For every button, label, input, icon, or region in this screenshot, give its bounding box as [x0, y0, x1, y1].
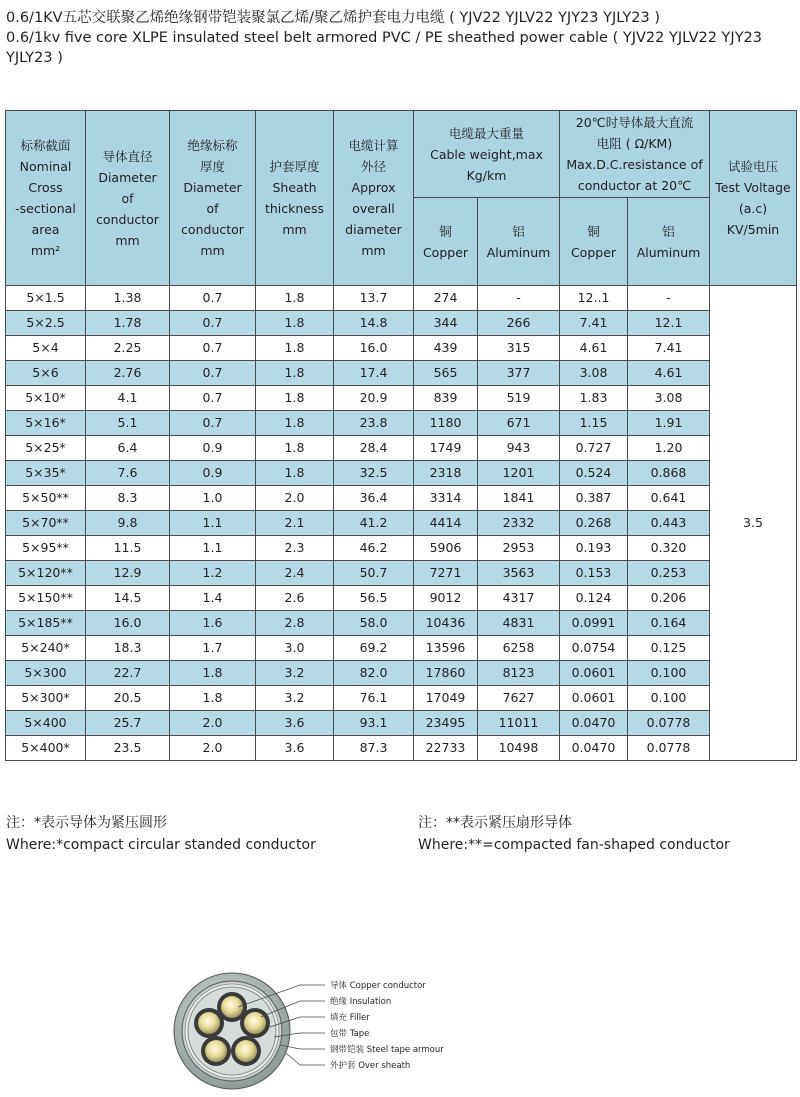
cell-insulation: 1.7	[170, 636, 256, 661]
cell-weight-cu: 7271	[414, 561, 478, 586]
cell-res-cu: 0.0754	[560, 636, 628, 661]
cell-area: 5×10*	[6, 386, 86, 411]
header-sheath-line: thickness	[264, 201, 325, 216]
cell-sheath: 3.6	[256, 736, 334, 761]
cell-weight-al: 519	[478, 386, 560, 411]
header-overall-diameter	[334, 111, 414, 286]
cable-cross-section-diagram	[170, 965, 460, 1090]
cell-sheath: 1.8	[256, 361, 334, 386]
header-insulation-thickness	[170, 111, 256, 286]
cell-weight-al: 377	[478, 361, 560, 386]
cell-res-al: 0.100	[628, 661, 710, 686]
cell-insulation: 1.4	[170, 586, 256, 611]
header-overall-line: 电缆计算	[348, 138, 399, 153]
cell-diameter: 4.1	[86, 386, 170, 411]
cell-overall: 58.0	[334, 611, 414, 636]
cell-weight-al: 315	[478, 336, 560, 361]
cell-overall: 87.3	[334, 736, 414, 761]
cell-res-al: 7.41	[628, 336, 710, 361]
cell-sheath: 1.8	[256, 286, 334, 311]
cell-sheath: 1.8	[256, 436, 334, 461]
cell-insulation: 0.7	[170, 411, 256, 436]
diagram-label-insulation: 绝缘 Insulation	[330, 997, 392, 1007]
cell-sheath: 2.8	[256, 611, 334, 636]
cell-insulation: 2.0	[170, 711, 256, 736]
cell-insulation: 1.0	[170, 486, 256, 511]
cell-weight-al: 11011	[478, 711, 560, 736]
cell-area: 5×1.5	[6, 286, 86, 311]
cell-res-cu: 0.0470	[560, 736, 628, 761]
cell-res-cu: 7.41	[560, 311, 628, 336]
table-row	[6, 586, 797, 611]
cell-diameter: 20.5	[86, 686, 170, 711]
table-row	[6, 561, 797, 586]
cell-res-al: 3.08	[628, 386, 710, 411]
cell-area: 5×185**	[6, 611, 86, 636]
header-voltage-line: (a.c)	[738, 201, 768, 216]
header-insulation-line: 厚度	[199, 159, 225, 174]
cell-insulation: 0.7	[170, 386, 256, 411]
cell-diameter: 1.78	[86, 311, 170, 336]
header-nominal-line: Nominal	[19, 159, 72, 174]
cell-sheath: 3.2	[256, 661, 334, 686]
table-row	[6, 361, 797, 386]
cell-diameter: 18.3	[86, 636, 170, 661]
header-diameter-line: mm	[115, 232, 140, 248]
cell-overall: 36.4	[334, 486, 414, 511]
cell-res-al: 0.0778	[628, 711, 710, 736]
cell-res-al: 0.253	[628, 561, 710, 586]
cell-weight-cu: 274	[414, 286, 478, 311]
cell-diameter: 5.1	[86, 411, 170, 436]
cell-weight-cu: 10436	[414, 611, 478, 636]
cell-area: 5×400*	[6, 736, 86, 761]
header-copper-line: Copper	[570, 244, 617, 260]
diagram-label-conductor: 导体 Copper conductor	[330, 981, 426, 991]
cell-diameter: 9.8	[86, 511, 170, 536]
header-sheath-line: 护套厚度	[269, 159, 320, 174]
cell-area: 5×120**	[6, 561, 86, 586]
cell-weight-cu: 5906	[414, 536, 478, 561]
cell-weight-cu: 344	[414, 311, 478, 336]
cell-overall: 14.8	[334, 311, 414, 336]
table-row	[6, 411, 797, 436]
header-weight-line: Kg/km	[466, 167, 507, 183]
cell-weight-al: 671	[478, 411, 560, 436]
header-nominal-line: 标称截面	[20, 138, 71, 153]
header-aluminum-line: 铝	[512, 223, 525, 239]
cell-diameter: 8.3	[86, 486, 170, 511]
cell-sheath: 3.0	[256, 636, 334, 661]
cell-res-al: 0.164	[628, 611, 710, 636]
header-insulation-line: mm	[200, 243, 225, 258]
cell-overall: 76.1	[334, 686, 414, 711]
cell-area: 5×95**	[6, 536, 86, 561]
cell-res-cu: 0.387	[560, 486, 628, 511]
cell-res-cu: 0.0601	[560, 686, 628, 711]
header-voltage-line: 试验电压	[727, 159, 778, 174]
table-row	[6, 636, 797, 661]
cell-overall: 13.7	[334, 286, 414, 311]
cell-res-cu: 0.0601	[560, 661, 628, 686]
table-row	[6, 736, 797, 761]
cell-res-al: 0.206	[628, 586, 710, 611]
cell-insulation: 0.7	[170, 336, 256, 361]
title-en: 0.6/1kv five core XLPE insulated steel belt armored PVC / PE sheathed power cable ( YJV22 YJLV22 YJY23 YJLY23 )	[6, 30, 763, 66]
header-weight-copper	[414, 198, 478, 286]
cell-weight-cu: 1749	[414, 436, 478, 461]
cell-res-cu: 0.0991	[560, 611, 628, 636]
table-row	[6, 461, 797, 486]
cell-res-cu: 12..1	[560, 286, 628, 311]
cell-insulation: 0.9	[170, 461, 256, 486]
header-nominal-area	[6, 111, 86, 286]
header-overall-line: mm	[361, 243, 386, 258]
cell-insulation: 2.0	[170, 736, 256, 761]
header-nominal-line: -sectional	[15, 201, 76, 216]
cell-res-al: 0.125	[628, 636, 710, 661]
header-aluminum-line: Aluminum	[486, 244, 551, 260]
cell-res-al: 1.91	[628, 411, 710, 436]
cell-sheath: 2.4	[256, 561, 334, 586]
cell-res-al: 0.100	[628, 686, 710, 711]
cell-weight-cu: 4414	[414, 511, 478, 536]
cell-weight-cu: 23495	[414, 711, 478, 736]
cell-sheath: 2.3	[256, 536, 334, 561]
header-nominal-line: area	[31, 222, 60, 237]
cell-weight-al: 8123	[478, 661, 560, 686]
cell-insulation: 1.2	[170, 561, 256, 586]
cell-sheath: 1.8	[256, 386, 334, 411]
cell-sheath: 2.6	[256, 586, 334, 611]
cell-res-cu: 0.727	[560, 436, 628, 461]
cell-area: 5×300*	[6, 686, 86, 711]
header-overall-line: 外径	[360, 159, 386, 174]
cell-weight-cu: 3314	[414, 486, 478, 511]
cell-weight-al: -	[478, 286, 560, 311]
cell-diameter: 16.0	[86, 611, 170, 636]
header-aluminum-line: Aluminum	[636, 244, 701, 260]
cell-res-cu: 0.0470	[560, 711, 628, 736]
cell-overall: 93.1	[334, 711, 414, 736]
diagram-label-filler: 填充 Filler	[330, 1013, 370, 1023]
header-sheath-thickness	[256, 111, 334, 286]
cell-weight-al: 4831	[478, 611, 560, 636]
header-overall-line: diameter	[345, 222, 402, 237]
cell-res-al: -	[628, 286, 710, 311]
cell-diameter: 25.7	[86, 711, 170, 736]
spec-table	[5, 110, 797, 761]
table-row	[6, 686, 797, 711]
cell-weight-al: 2953	[478, 536, 560, 561]
cell-diameter: 22.7	[86, 661, 170, 686]
cell-res-cu: 0.153	[560, 561, 628, 586]
cell-overall: 41.2	[334, 511, 414, 536]
cell-overall: 56.5	[334, 586, 414, 611]
cell-res-cu: 0.524	[560, 461, 628, 486]
cell-res-cu: 0.193	[560, 536, 628, 561]
cell-area: 5×400	[6, 711, 86, 736]
header-diameter-line: Diameter	[98, 169, 157, 185]
header-conductor-diameter	[86, 111, 170, 286]
table-row	[6, 486, 797, 511]
header-copper-line: 铜	[439, 223, 452, 239]
header-weight-aluminum	[478, 198, 560, 286]
header-voltage-line: KV/5min	[726, 222, 780, 237]
header-diameter-line: of	[121, 190, 134, 206]
cell-overall: 28.4	[334, 436, 414, 461]
header-insulation-line: Diameter	[183, 180, 242, 195]
header-weight-line: 电缆最大重量	[448, 125, 524, 141]
cell-sheath: 1.8	[256, 336, 334, 361]
cell-area: 5×150**	[6, 586, 86, 611]
page-title	[6, 8, 796, 68]
cell-res-al: 4.61	[628, 361, 710, 386]
cell-weight-cu: 439	[414, 336, 478, 361]
cell-diameter: 11.5	[86, 536, 170, 561]
cell-insulation: 1.1	[170, 536, 256, 561]
header-resistance-line: conductor at 20℃	[577, 178, 692, 193]
cell-res-al: 0.868	[628, 461, 710, 486]
cell-weight-al: 10498	[478, 736, 560, 761]
note-left-en: Where:*compact circular standed conductor	[6, 837, 316, 853]
cell-res-cu: 1.83	[560, 386, 628, 411]
diagram-label-sheath: 外护套 Over sheath	[330, 1061, 411, 1071]
cell-area: 5×300	[6, 661, 86, 686]
header-resistance-aluminum	[628, 198, 710, 286]
table-row	[6, 711, 797, 736]
note-left-cn: 注：*表示导体为紧压圆形	[6, 815, 167, 831]
cell-weight-al: 1841	[478, 486, 560, 511]
cell-area: 5×2.5	[6, 311, 86, 336]
cell-diameter: 6.4	[86, 436, 170, 461]
cell-area: 5×240*	[6, 636, 86, 661]
note-fan-shaped	[418, 812, 730, 856]
cell-area: 5×70**	[6, 511, 86, 536]
header-insulation-line: conductor	[181, 222, 244, 237]
header-voltage-line: Test Voltage	[715, 180, 791, 195]
table-row	[6, 311, 797, 336]
cell-weight-cu: 22733	[414, 736, 478, 761]
cell-res-cu: 1.15	[560, 411, 628, 436]
cell-weight-al: 943	[478, 436, 560, 461]
header-weight-line: Cable weight,max	[430, 146, 543, 162]
cell-diameter: 1.38	[86, 286, 170, 311]
cell-overall: 69.2	[334, 636, 414, 661]
cell-weight-al: 6258	[478, 636, 560, 661]
cell-insulation: 1.8	[170, 661, 256, 686]
cell-weight-al: 1201	[478, 461, 560, 486]
cell-weight-cu: 839	[414, 386, 478, 411]
cell-sheath: 1.8	[256, 461, 334, 486]
cell-diameter: 7.6	[86, 461, 170, 486]
cell-sheath: 2.1	[256, 511, 334, 536]
cell-weight-al: 2332	[478, 511, 560, 536]
header-nominal-line: mm²	[30, 243, 61, 258]
cell-diameter: 2.76	[86, 361, 170, 386]
cell-weight-al: 3563	[478, 561, 560, 586]
cell-overall: 50.7	[334, 561, 414, 586]
cell-sheath: 3.6	[256, 711, 334, 736]
cell-insulation: 1.1	[170, 511, 256, 536]
note-compact-circular	[6, 812, 316, 856]
header-copper-line: Copper	[422, 244, 469, 260]
table-row	[6, 511, 797, 536]
diagram-label-armour: 钢带铠装 Steel tape armour	[330, 1045, 444, 1055]
table-row	[6, 611, 797, 636]
header-overall-line: Approx	[351, 180, 396, 195]
cell-weight-cu: 17860	[414, 661, 478, 686]
cell-weight-al: 266	[478, 311, 560, 336]
header-insulation-line: 绝缘标称	[187, 138, 238, 153]
cell-area: 5×16*	[6, 411, 86, 436]
header-test-voltage	[710, 111, 797, 286]
header-resistance-line: 电阻 ( Ω/KM)	[596, 136, 673, 151]
cell-insulation: 1.6	[170, 611, 256, 636]
cell-diameter: 2.25	[86, 336, 170, 361]
diagram-label-tape: 包带 Tape	[330, 1029, 370, 1039]
table-row	[6, 661, 797, 686]
cell-overall: 32.5	[334, 461, 414, 486]
cell-res-al: 12.1	[628, 311, 710, 336]
cell-insulation: 1.8	[170, 686, 256, 711]
header-diameter-line: conductor	[96, 211, 159, 227]
cell-res-cu: 4.61	[560, 336, 628, 361]
cell-area: 5×50**	[6, 486, 86, 511]
cell-overall: 23.8	[334, 411, 414, 436]
cable-body	[174, 973, 290, 1089]
table-row	[6, 536, 797, 561]
note-right-en: Where:**=compacted fan-shaped conductor	[418, 837, 730, 853]
table-row	[6, 336, 797, 361]
cell-res-cu: 3.08	[560, 361, 628, 386]
cell-diameter: 14.5	[86, 586, 170, 611]
cell-area: 5×6	[6, 361, 86, 386]
cell-res-al: 1.20	[628, 436, 710, 461]
cell-overall: 46.2	[334, 536, 414, 561]
cell-res-al: 0.0778	[628, 736, 710, 761]
cell-weight-cu: 1180	[414, 411, 478, 436]
header-sheath-line: mm	[282, 222, 307, 237]
cell-weight-al: 7627	[478, 686, 560, 711]
cell-res-cu: 0.268	[560, 511, 628, 536]
cell-overall: 17.4	[334, 361, 414, 386]
note-right-cn: 注：**表示紧压扇形导体	[418, 815, 572, 831]
cell-sheath: 1.8	[256, 311, 334, 336]
cell-weight-al: 4317	[478, 586, 560, 611]
header-dc-resistance	[560, 111, 710, 198]
cell-res-al: 0.641	[628, 486, 710, 511]
cell-test-voltage: 3.5	[710, 286, 797, 761]
cell-insulation: 0.7	[170, 286, 256, 311]
table-body	[6, 286, 797, 761]
title-cn: 0.6/1KV五芯交联聚乙烯绝缘钢带铠装聚氯乙烯/聚乙烯护套电力电缆 ( YJV22 YJLV22 YJY23 YJLY23 )	[6, 10, 660, 26]
header-overall-line: overall	[352, 201, 395, 216]
cell-weight-cu: 13596	[414, 636, 478, 661]
cell-res-al: 0.320	[628, 536, 710, 561]
header-copper-line: 铜	[587, 223, 600, 239]
cell-area: 5×35*	[6, 461, 86, 486]
header-insulation-line: of	[206, 201, 219, 216]
cell-res-cu: 0.124	[560, 586, 628, 611]
cell-overall: 82.0	[334, 661, 414, 686]
table-row	[6, 436, 797, 461]
header-resistance-line: 20℃时导体最大直流	[575, 115, 694, 130]
cell-insulation: 0.7	[170, 311, 256, 336]
header-resistance-copper	[560, 198, 628, 286]
cell-sheath: 3.2	[256, 686, 334, 711]
header-sheath-line: Sheath	[272, 180, 317, 195]
cell-insulation: 0.9	[170, 436, 256, 461]
header-diameter-line: 导体直径	[102, 148, 153, 164]
cell-diameter: 12.9	[86, 561, 170, 586]
cell-sheath: 2.0	[256, 486, 334, 511]
cell-weight-cu: 565	[414, 361, 478, 386]
cell-area: 5×4	[6, 336, 86, 361]
cell-diameter: 23.5	[86, 736, 170, 761]
table-header	[6, 111, 797, 286]
table-row	[6, 286, 797, 311]
cell-area: 5×25*	[6, 436, 86, 461]
cell-overall: 16.0	[334, 336, 414, 361]
header-aluminum-line: 铝	[662, 223, 675, 239]
cell-sheath: 1.8	[256, 411, 334, 436]
header-resistance-line: Max.D.C.resistance of	[566, 157, 703, 172]
cell-weight-cu: 2318	[414, 461, 478, 486]
header-nominal-line: Cross	[28, 180, 63, 195]
cell-weight-cu: 17049	[414, 686, 478, 711]
cell-weight-cu: 9012	[414, 586, 478, 611]
cell-overall: 20.9	[334, 386, 414, 411]
cell-res-al: 0.443	[628, 511, 710, 536]
cell-insulation: 0.7	[170, 361, 256, 386]
table-row	[6, 386, 797, 411]
header-cable-weight	[414, 111, 560, 198]
